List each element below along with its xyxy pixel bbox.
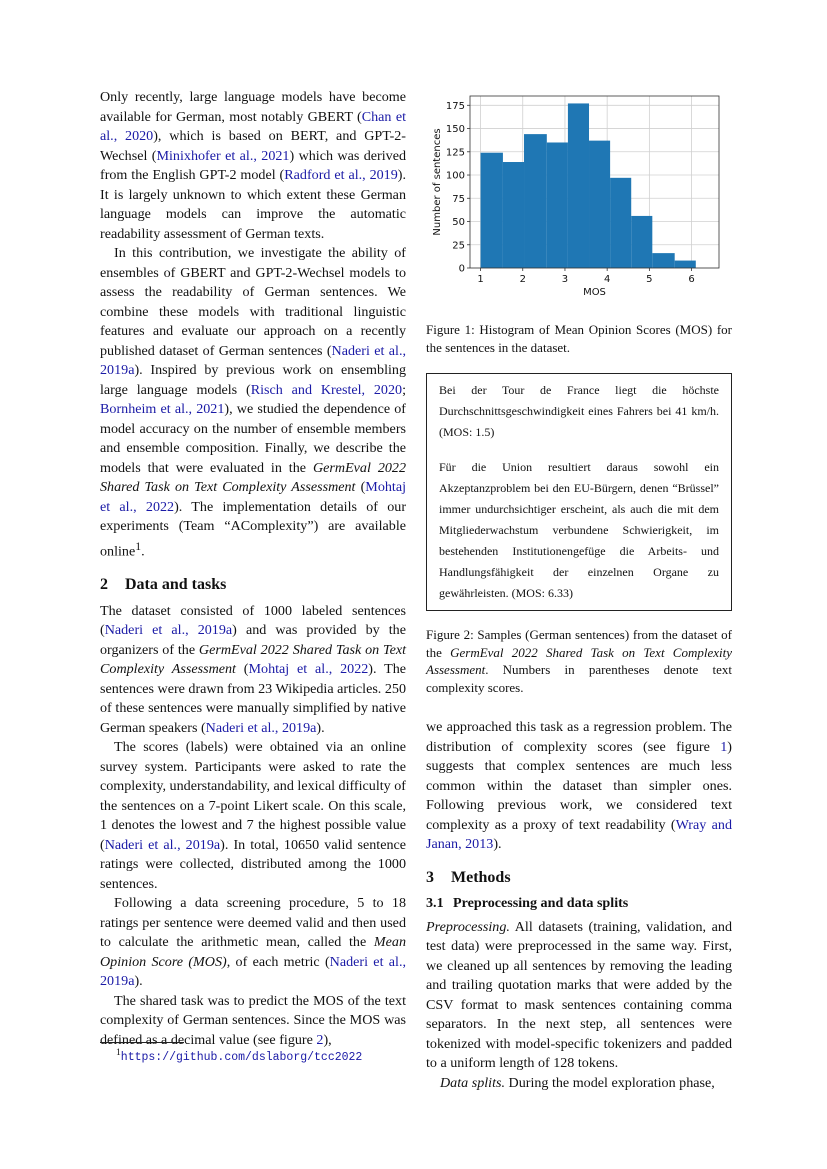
citation-link[interactable]: Chan et al., 2020 <box>100 108 406 144</box>
citation-link[interactable]: Naderi et al., 2019a <box>100 953 406 990</box>
figure-1-caption: Figure 1: Histogram of Mean Opinion Scores (MOS) for the sentences in the dataset. <box>426 322 732 355</box>
subsection-3-1-heading: 3.1 Preprocessing and data splits <box>426 894 629 911</box>
footnote-rule <box>100 1042 184 1043</box>
regression-paragraph: we approached this task as a regression problem. The distribution of complexity scores (see figure 1) suggests that complex sentences are much less common within the dataset than simpler ones. Following previous work, we considered text complexity as a proxy of text readability (Wray and Janan, 2013). <box>426 719 732 852</box>
y-tick-label: 100 <box>445 170 465 182</box>
x-tick-label: 4 <box>603 274 611 285</box>
y-tick-label: 0 <box>458 263 465 275</box>
citation-link[interactable]: Naderi et al., 2019a <box>104 622 233 639</box>
y-axis-label: Number of sentences <box>432 128 443 236</box>
y-tick-label: 25 <box>452 240 465 252</box>
sample-sentence-1: Bei der Tour de France liegt die höchste Durchschnittsgeschwindigkeit eines Fahrers bei 41 km/h. (MOS: 1.5) <box>439 383 719 439</box>
left-column <box>100 88 406 1050</box>
italic-text: GermEval 2022 Shared Task on Text Complexity Assessment <box>426 644 732 677</box>
citation-link[interactable]: Minixhofer et al., 2021 <box>156 147 290 164</box>
x-tick-label: 6 <box>688 274 695 285</box>
histogram-bar <box>524 134 547 268</box>
scores-paragraph: The scores (labels) were obtained via an online survey system. Participants were asked to rate the complexity, understandability, and lexical difficulty of the sentences on a 7-point Likert scale. On this scale, 1 denotes the lowest and 7 the highest possible value (Naderi et al., 2019a). In total, 10650 valid sentence ratings were collected, distributed among the 1000 sentences. <box>100 739 407 892</box>
footnote: $^1$https://github.com/dslaborg/tcc2022 <box>116 1047 363 1064</box>
y-tick-label: 50 <box>452 217 465 229</box>
y-tick-label: 75 <box>452 193 465 205</box>
citation-link[interactable]: Naderi et al., 2019a <box>100 342 406 378</box>
y-tick-label: 125 <box>445 147 465 159</box>
italic-text: GermEval 2022 Shared Task on Text Complexity Assessment <box>100 459 407 495</box>
italic-text: Data splits. <box>440 1074 505 1091</box>
italic-text: Mean Opinion Score (MOS) <box>100 934 406 970</box>
shared-task-paragraph: The shared task was to predict the MOS of the text complexity of German sentences. Since the MOS was defined as a decimal value (see figure 2), <box>100 992 406 1048</box>
histogram-bar <box>503 162 524 268</box>
citation-link[interactable]: Naderi et al., 2019a <box>205 719 317 736</box>
citation-link[interactable]: Naderi et al., 2019a <box>104 836 221 853</box>
section-3-heading: 3 Methods <box>426 868 511 886</box>
x-tick-label: 3 <box>561 274 569 285</box>
citation-link[interactable]: Bornheim et al., 2021 <box>100 401 225 417</box>
citation-link[interactable]: Radford et al., 2019 <box>284 167 398 183</box>
citation-link[interactable]: Risch and Krestel, 2020 <box>250 381 403 398</box>
data-splits-paragraph: Data splits. During the model exploration phase, <box>440 1074 715 1091</box>
footnote-link[interactable]: https://github.com/dslaborg/tcc2022 <box>120 1050 363 1064</box>
histogram-bar <box>547 142 568 268</box>
x-tick-label: 2 <box>519 274 526 285</box>
citation-link[interactable]: Wray and Janan, 2013 <box>426 816 732 852</box>
footnote-marker[interactable]: 1 <box>135 539 142 553</box>
intro-paragraph: Only recently, large language models have become available for German, most notably GBERT (Chan et al., 2020), which is based on BERT, and GPT-2-Wechsel (Minixhofer et al., 2021) which was derived from the English GPT-2 model (Radford et al., 2019). It is largely unknown to which extent these German language models can improve the automatic readability assessment of German texts. <box>100 89 406 242</box>
section-2-heading: 2 Data and tasks <box>100 575 227 593</box>
histogram-bar <box>652 253 674 268</box>
citation-link[interactable]: 2 <box>316 1031 324 1048</box>
figure-2-caption: Figure 2: Samples (German sentences) from the dataset of the GermEval 2022 Shared Task on Text Complexity Assessment. Numbers in parentheses denote text complexity scores. <box>426 627 732 695</box>
histogram-bar <box>610 178 631 268</box>
italic-text: Preprocessing. <box>426 918 510 935</box>
x-axis-label: MOS <box>583 287 606 298</box>
dataset-paragraph: The dataset consisted of 1000 labeled sentences (Naderi et al., 2019a) and was provided by the organizers of the GermEval 2022 Shared Task on Text Complexity Assessment (Mohtaj et al., 2022). The sentences were drawn from 23 Wikipedia articles. 250 of these sentences were manually simplified by native German speakers (Naderi et al., 2019a). <box>100 602 407 736</box>
preprocessing-paragraph: Preprocessing. All datasets (training, validation, and test data) were preprocessed in the same way. First, we cleaned up all sentences by removing the leading and trailing quotation marks that were added by the CSV format to mask sentences containing comma separators. In the next step, all sentences were tokenized with model-specific tokenizers and padded to a uniform length of 128 tokens. <box>426 918 732 1071</box>
mos-histogram <box>426 92 732 302</box>
right-column <box>426 92 732 1093</box>
citation-link[interactable]: Mohtaj et al., 2022 <box>248 661 369 678</box>
histogram-bar <box>568 103 589 268</box>
screening-paragraph: Following a data screening procedure, 5 to 18 ratings per sentence were deemed valid and then used to calculate the arithmetic mean, called the Mean Opinion Score (MOS), of each metric (Naderi et al., 2019a). <box>100 895 406 990</box>
histogram-bar <box>675 261 696 268</box>
y-tick-label: 175 <box>445 100 465 112</box>
citation-link[interactable]: 1 <box>720 738 728 755</box>
histogram-bar <box>631 216 652 268</box>
x-tick-label: 5 <box>646 274 653 285</box>
contribution-paragraph: In this contribution, we investigate the ability of ensembles of GBERT and GPT-2-Wechsel models to assess the readability of German sentences. We combine these models with traditional linguistic features and evaluate our approach on a recently published dataset of German sentences (Naderi et al., 2019a). Inspired by previous work on ensembling large language models (Risch and Krestel, 2020; Bornheim et al., 2021), we studied the dependence of model accuracy on the number of ensemble members and ensemble composition. Finally, we describe the models that were evaluated in the GermEval 2022 Shared Task on Text Complexity Assessment (Mohtaj et al., 2022). The implementation details of our experiments (Team “AComplexity”) are available online$^1$. <box>100 245 407 560</box>
figure-2-samples-box <box>426 373 732 611</box>
x-tick-label: 1 <box>477 274 484 285</box>
histogram-bar <box>589 141 610 268</box>
y-tick-label: 150 <box>445 124 465 136</box>
italic-text: GermEval 2022 Shared Task on Text Complexity Assessment <box>100 641 406 678</box>
histogram-bar <box>481 153 503 268</box>
citation-link[interactable]: Mohtaj et al., 2022 <box>100 479 406 515</box>
sample-sentence-2: Für die Union resultiert daraus sowohl ein Akzeptanzproblem bei den EU-Bürgern, denen “Brüssel” immer undurchsichtiger erscheint, als auch die mit dem Mitgliederwachstum verbundene Schwierigkeit, im bestehenden Institutionengefüge die Arbeits- und Handlungsfähigkeit der einzelnen Organe zu gewährleisten. (MOS: 6.33) <box>439 460 719 600</box>
